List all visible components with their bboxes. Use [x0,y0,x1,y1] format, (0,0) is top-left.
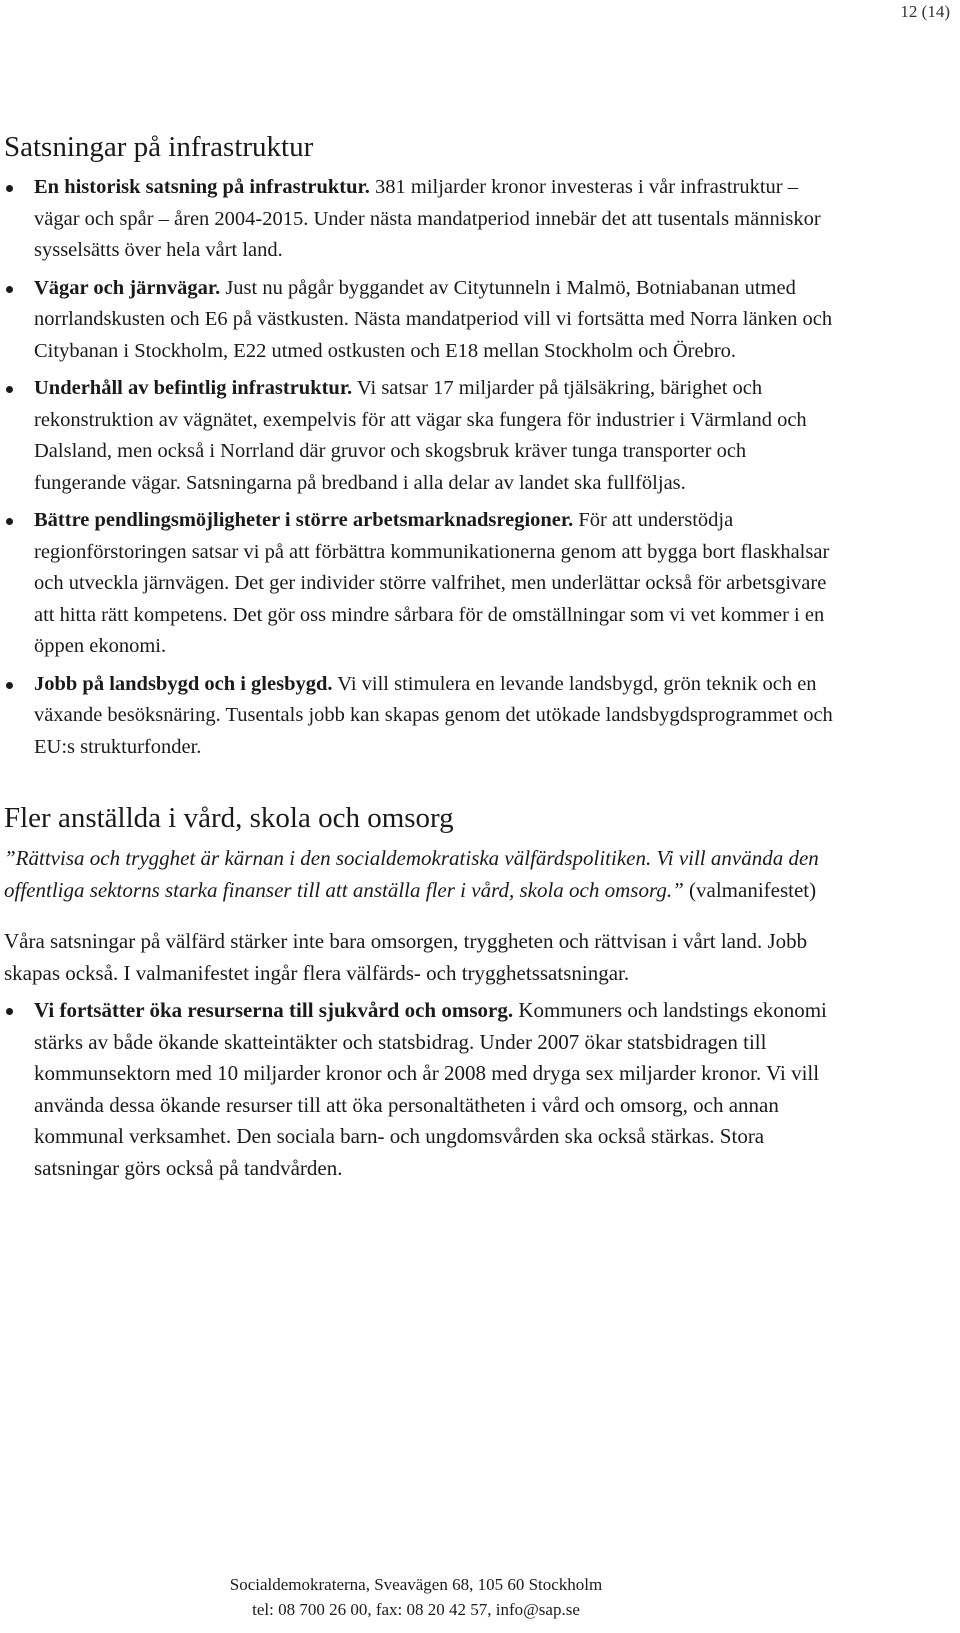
list-item [4,373,834,499]
list-item [4,172,834,267]
paragraph: Våra satsningar på välfärd stärker inte bara omsorgen, tryggheten och rättvisan i vårt land. Jobb skapas också. I valmanifestet ingår flera välfärds- och trygghetssatsningar. [4,929,808,985]
bullet-icon [6,386,13,393]
quote-text: ”Rättvisa och trygghet är kärnan i den socialdemokratiska välfärdspolitiken. Vi vill använda den offentliga sektorns starka finanser till att anställa fler i vård, skola och omsorg.” [4,846,819,902]
bullet-text: Just nu pågår byggandet av Citytunneln i Malmö, Botniabanan utmed norrlandskusten och E6 på västkusten. Nästa mandatperiod vill vi fortsätta med Norra länken och Citybanan i Stockholm, E22 utmed ostkusten och E18 mellan Stockholm och Örebro. [34,276,833,362]
section-title: Fler anställda i vård, skola och omsorg [4,802,454,834]
document-body [4,128,834,1190]
bullet-lead: Vägar och järnvägar. [34,276,221,299]
bullet-lead: Jobb på landsbygd och i glesbygd. [34,672,333,695]
bullet-text: 381 miljarder kronor investeras i vår infrastruktur – vägar och spår – åren 2004-2015. Under nästa mandatperiod innebär det att tusentals människor sysselsätts över hela vårt land. [34,176,821,261]
bullet-icon [6,1008,13,1015]
quote [4,843,834,906]
bullet-lead: Bättre pendlingsmöjligheter i större arbetsmarknadsregioner. [34,509,574,531]
footer-address: Socialdemokraterna, Sveavägen 68, 105 60 Stockholm [229,1575,603,1594]
section-title: Satsningar på infrastruktur [4,131,314,163]
bullet-list [4,995,834,1184]
bullet-icon [6,682,13,689]
footer-contact: tel: 08 700 26 00, fax: 08 20 42 57, info@sap.se [252,1600,580,1619]
quote-source: (valmanifestet) [683,877,817,902]
bullet-icon [6,286,13,293]
bullet-text: Vi vill stimulera en levande landsbygd, grön teknik och en växande besöksnäring. Tusentals jobb kan skapas genom det utökade landsbygdsprogrammet och EU:s strukturfonder. [34,672,833,758]
footer [0,1572,832,1622]
bullet-icon [6,518,13,525]
list-item [4,273,834,368]
bullet-lead: Vi fortsätter öka resurserna till sjukvård och omsorg. [34,998,514,1022]
bullet-lead: Underhåll av befintlig infrastruktur. [34,377,353,399]
list-item [4,505,834,663]
list-item [4,995,834,1184]
bullet-list [4,172,834,763]
section-infrastructure [4,128,834,763]
bullet-icon [6,185,13,192]
bullet-text: Vi satsar 17 miljarder på tjälsäkring, bärighet och rekonstruktion av vägnätet, exempelvis för att vägar ska fungera för industrier i Värmland och Dalsland, men också i Norrland där gruvor och skogsbruk kräver tunga transporter och fungerande vägar. Satsningarna på bredband i alla delar av landet ska fullföljas. [34,377,807,494]
bullet-lead: En historisk satsning på infrastruktur. [34,176,370,198]
bullet-text: Kommuners och landstings ekonomi stärks av både ökande skatteintäkter och statsbidrag. Under 2007 ökar statsbidragen till kommunsektorn med 10 miljarder kronor och år 2008 med dryga sex miljarder kronor. Vi vill använda dessa ökande resurser till att öka personaltätheten i vård och omsorg, och annan kommunal verksamhet. Den sociala barn- och ungdomsvården ska också stärkas. Stora satsningar görs också på tandvården. [34,998,827,1180]
page-number: 12 (14) [900,2,950,21]
list-item [4,669,834,764]
section-welfare [4,799,834,1184]
bullet-text: För att understödja regionförstoringen satsar vi på att förbättra kommunikationerna genom att bygga bort flaskhalsar och utveckla järnvägen. Det ger individer större valfrihet, men underlättar också för arbetsgivare att hitta rätt kompetens. Det gör oss mindre sårbara för de omställningar som vi vet kommer i en öppen ekonomi. [34,509,830,657]
